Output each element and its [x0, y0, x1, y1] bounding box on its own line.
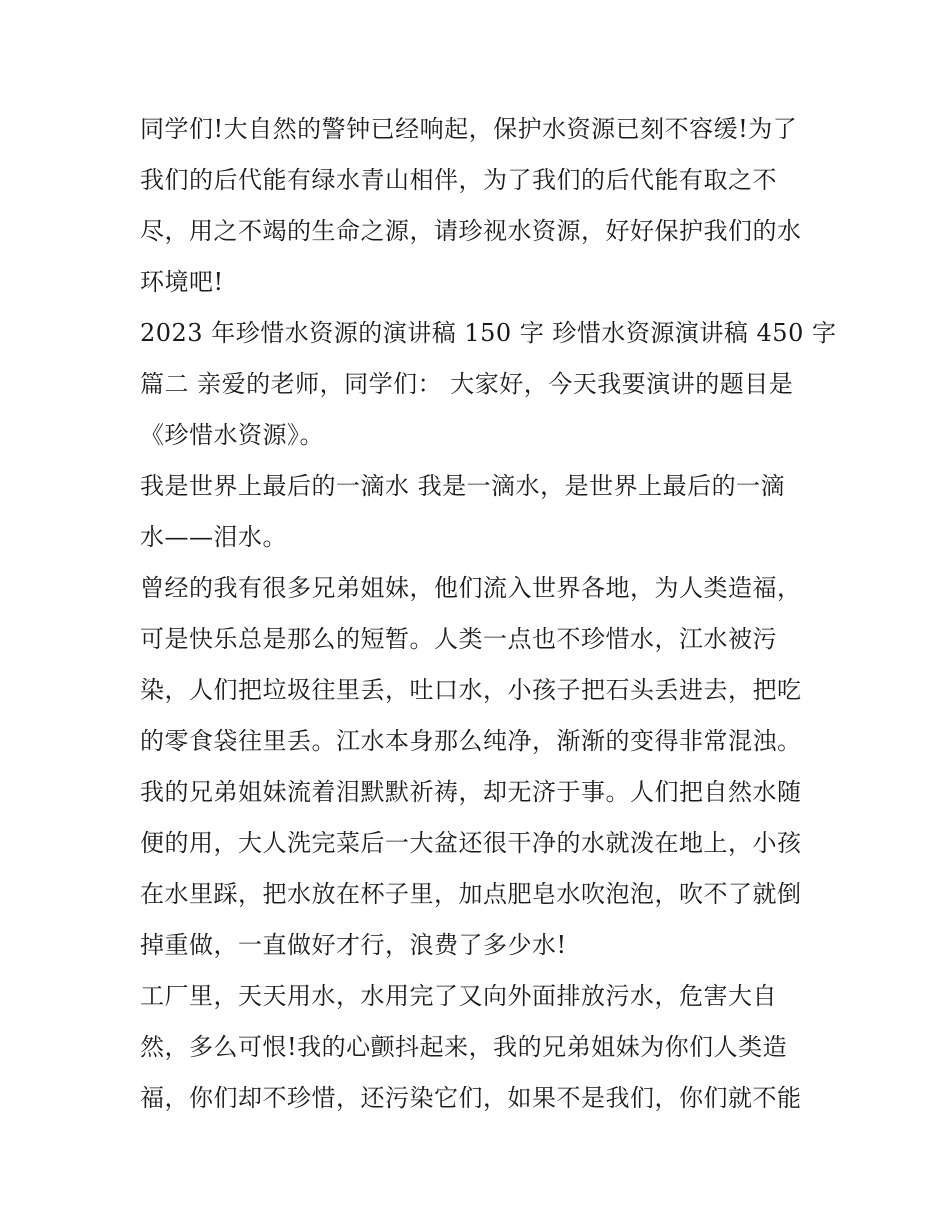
text-line: 便的用，大人洗完菜后一大盆还很干净的水就泼在地上，小孩	[140, 829, 802, 857]
text-line: 环境吧!	[140, 268, 224, 296]
text-line: 染，人们把垃圾往里丢，吐口水，小孩子把石头丢进去，把吃	[140, 676, 802, 704]
text-line: 尽，用之不竭的生命之源，请珍视水资源，好好保护我们的水	[140, 217, 802, 245]
text-line: 我的兄弟姐妹流着泪默默祈祷，却无济于事。人们把自然水随	[140, 778, 802, 806]
text-line: 篇二 亲爱的老师，同学们： 大家好，今天我要演讲的题目是	[140, 370, 794, 398]
document-body	[140, 104, 837, 1124]
text-line: 可是快乐总是那么的短暂。人类一点也不珍惜水，江水被污	[140, 625, 777, 653]
text-line: 曾经的我有很多兄弟姐妹，他们流入世界各地，为人类造福，	[140, 574, 802, 602]
text-line: 《珍惜水资源》。	[140, 421, 324, 449]
text-line: 工厂里，天天用水，水用完了又向外面排放污水，危害大自	[140, 982, 777, 1010]
section-heading-line: 2023 年珍惜水资源的演讲稿 150 字 珍惜水资源演讲稿 450 字	[140, 319, 837, 347]
text-line: 的零食袋往里丢。江水本身那么纯净，渐渐的变得非常混浊。	[140, 727, 802, 755]
text-line: 我是世界上最后的一滴水 我是一滴水，是世界上最后的一滴	[140, 472, 786, 500]
text-line: 同学们!大自然的警钟已经响起，保护水资源已刻不容缓!为了	[140, 115, 798, 143]
text-line: 我们的后代能有绿水青山相伴，为了我们的后代能有取之不	[140, 166, 777, 194]
text-line: 在水里踩，把水放在杯子里，加点肥皂水吹泡泡，吹不了就倒	[140, 880, 802, 908]
text-line: 水——泪水。	[140, 523, 287, 551]
text-line: 然，多么可恨!我的心颤抖起来，我的兄弟姐妹为你们人类造	[140, 1033, 788, 1061]
text-line: 掉重做，一直做好才行，浪费了多少水!	[140, 931, 567, 959]
text-line: 福，你们却不珍惜，还污染它们，如果不是我们，你们就不能	[140, 1084, 802, 1112]
